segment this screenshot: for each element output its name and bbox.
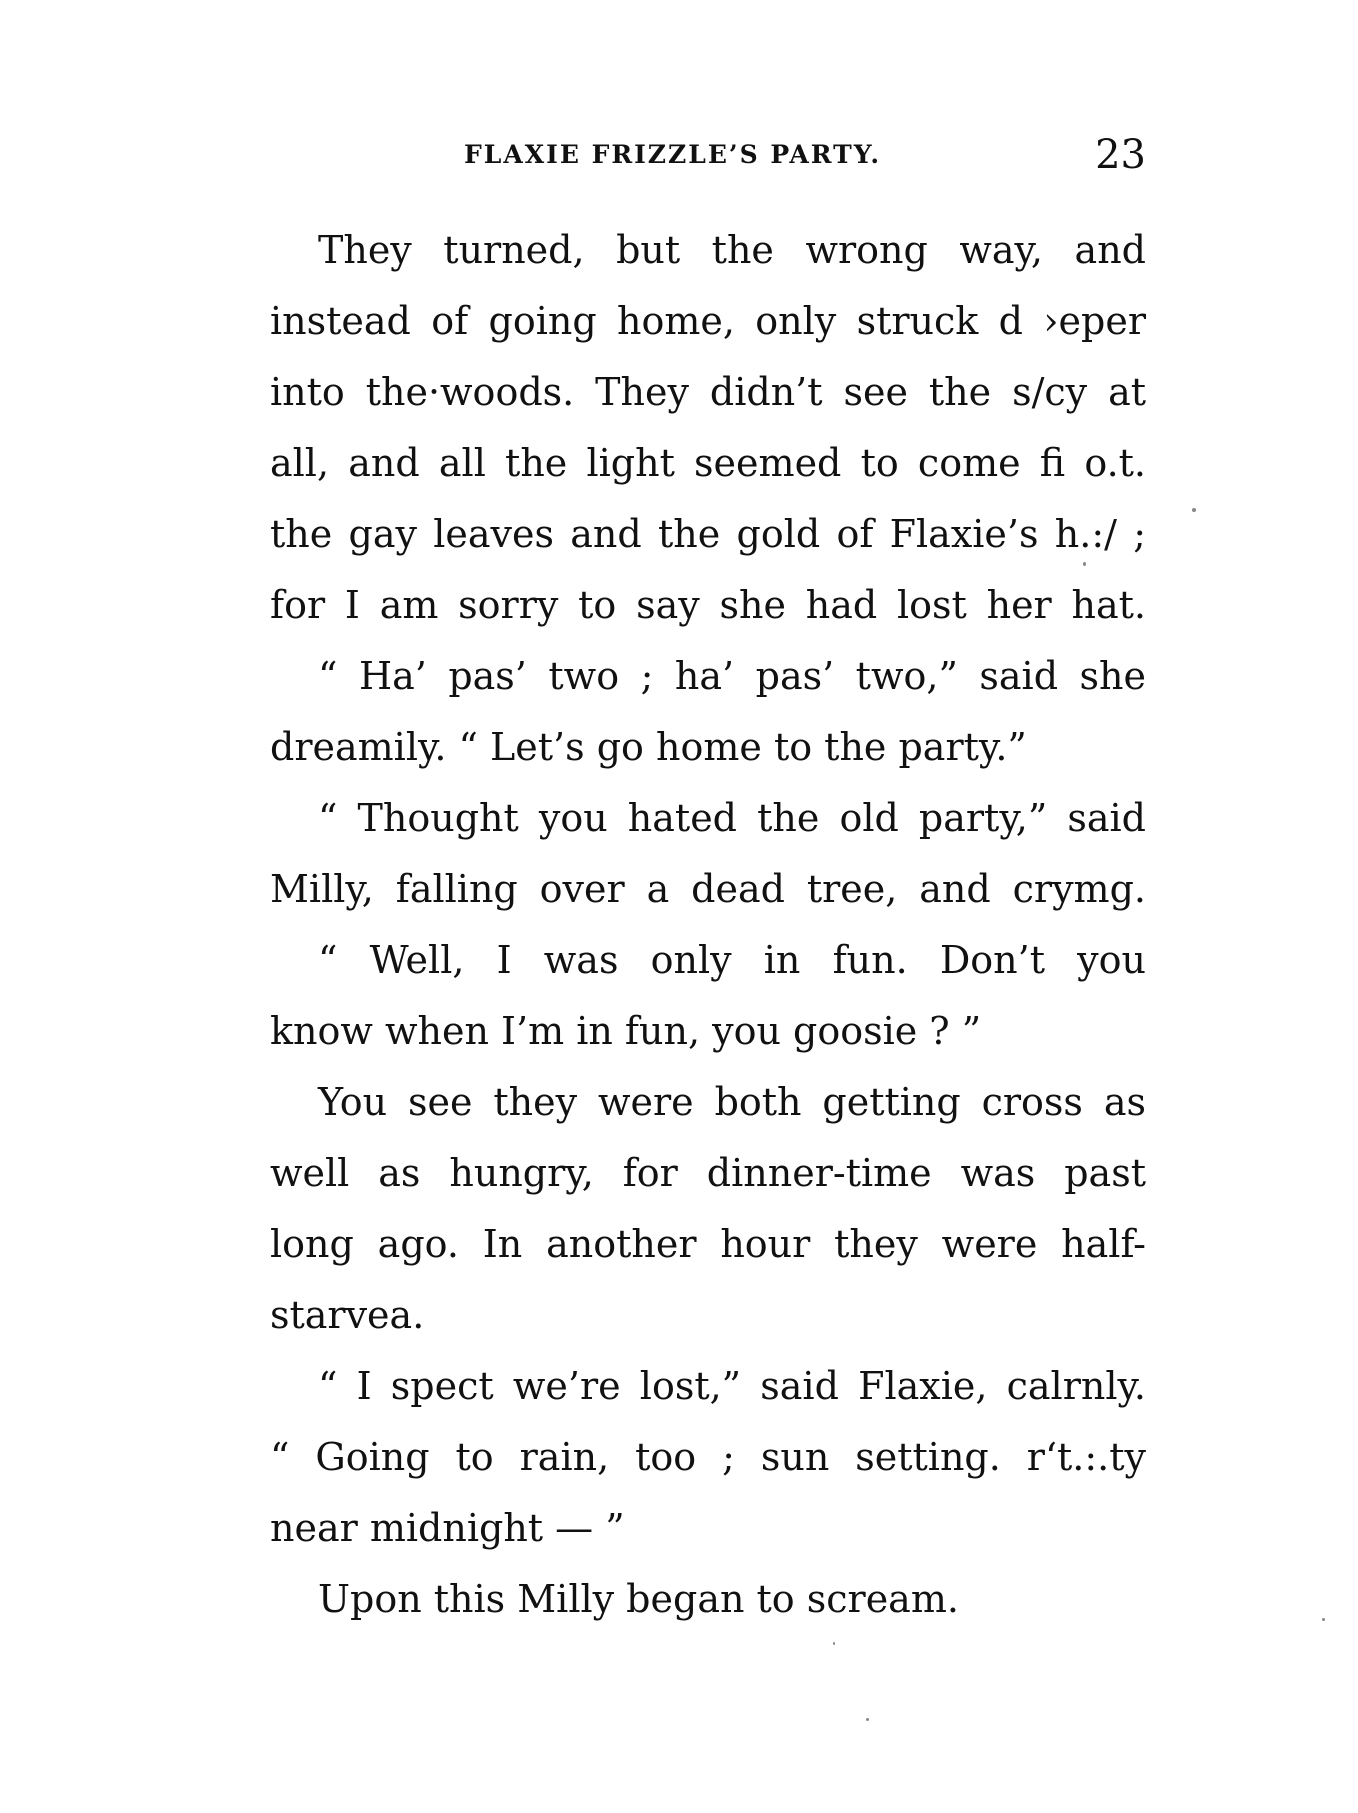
- scan-speck: [1322, 1618, 1325, 1621]
- body-text: [270, 215, 1146, 1635]
- scan-speck: [866, 1718, 869, 1721]
- text-line: near midnight — ”: [270, 1506, 625, 1550]
- text-line: well as hungry, for dinner-time was past: [270, 1151, 1146, 1195]
- text-line: for I am sorry to say she had lost her hat.: [270, 583, 1146, 627]
- text-line: know when I’m in fun, you goosie ? ”: [270, 1009, 982, 1053]
- text-line: Milly, falling over a dead tree, and crymg.: [270, 867, 1146, 911]
- text-line: “ Ha’ pas’ two ; ha’ pas’ two,” said she: [318, 654, 1146, 698]
- text-line: dreamily. “ Let’s go home to the party.”: [270, 725, 1027, 769]
- text-line: They turned, but the wrong way, and: [318, 228, 1146, 272]
- running-title: FLAXIE FRIZZLE’S PARTY.: [464, 140, 882, 169]
- text-line: starvea.: [270, 1293, 425, 1337]
- text-line: long ago. In another hour they were half-: [270, 1222, 1146, 1266]
- text-line: instead of going home, only struck d ›eper: [270, 299, 1146, 343]
- page-header: [270, 132, 1146, 182]
- text-line: “ I spect we’re lost,” said Flaxie, calrnly.: [318, 1364, 1146, 1408]
- scan-speck: [1192, 508, 1196, 512]
- text-line: “ Thought you hated the old party,” said: [318, 796, 1146, 840]
- page-number: 23: [1095, 132, 1146, 178]
- scan-speck: [1083, 562, 1086, 566]
- text-line: “ Going to rain, too ; sun setting. r‘t.:.ty: [270, 1435, 1146, 1479]
- text-line: “ Well, I was only in fun. Don’t you: [318, 938, 1146, 982]
- text-line: Upon this Milly began to scream.: [318, 1577, 959, 1621]
- text-line: into the·woods. They didn’t see the s/cy at: [270, 370, 1146, 414]
- text-line: the gay leaves and the gold of Flaxie’s h.:/ ;: [270, 512, 1146, 556]
- text-line: You see they were both getting cross as: [318, 1080, 1146, 1124]
- text-line: all, and all the light seemed to come fi o.t.: [270, 441, 1146, 485]
- scan-speck: [833, 1642, 835, 1645]
